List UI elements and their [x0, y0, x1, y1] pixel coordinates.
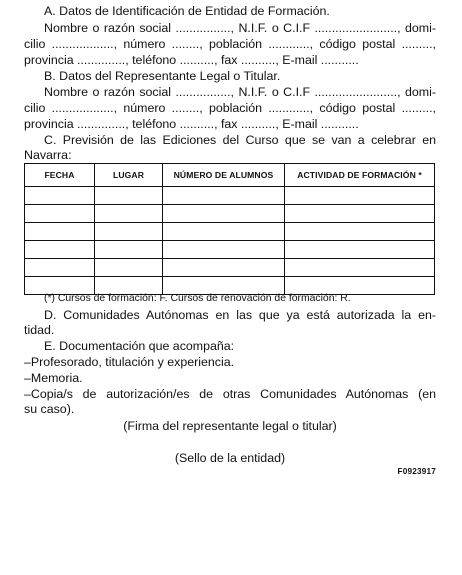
section-c-line-1: C. Previsión de las Ediciones del Curso que se van a celebrar en	[44, 133, 436, 147]
section-a-line-3: provincia .............., teléfono .........., fax .........., E-mail ...........	[24, 53, 359, 67]
table-cell[interactable]	[285, 259, 435, 277]
table-row	[25, 205, 435, 223]
table-cell[interactable]	[163, 259, 285, 277]
table-footnote: (*) Cursos de formación: F. Cursos de renovación de formación: R.	[44, 293, 351, 304]
section-a-heading: A. Datos de Identificación de Entidad de Formación.	[44, 4, 330, 18]
section-b-line-3: provincia .............., teléfono .........., fax .........., E-mail ...........	[24, 117, 359, 131]
table-cell[interactable]	[285, 241, 435, 259]
section-d-line-1: D. Comunidades Autónomas en las que ya está autorizada la en-	[44, 308, 436, 322]
header-fecha: FECHA	[25, 164, 95, 187]
section-e-item-3-line-1: –Copia/s de autorización/es de otras Comunidades Autónomas (en	[24, 387, 436, 401]
table-row	[25, 241, 435, 259]
table-cell[interactable]	[95, 277, 163, 295]
table-cell[interactable]	[25, 187, 95, 205]
section-e-item-1: –Profesorado, titulación y experiencia.	[24, 355, 235, 369]
table-cell[interactable]	[285, 205, 435, 223]
table-row	[25, 223, 435, 241]
section-e-item-2: –Memoria.	[24, 371, 83, 385]
section-c-line-2: Navarra:	[24, 148, 72, 162]
table-cell[interactable]	[95, 223, 163, 241]
table-cell[interactable]	[163, 223, 285, 241]
table-cell[interactable]	[25, 277, 95, 295]
header-actividad-formacion: ACTIVIDAD DE FORMACIÓN *	[285, 164, 435, 187]
table-cell[interactable]	[285, 187, 435, 205]
table-row	[25, 277, 435, 295]
section-d-line-2: tidad.	[24, 323, 55, 337]
section-e-item-3-line-2: su caso).	[24, 402, 75, 416]
section-e-heading: E. Documentación que acompaña:	[44, 339, 235, 353]
seal-caption: (Sello de la entidad)	[174, 451, 286, 465]
table-row	[25, 259, 435, 277]
table-cell[interactable]	[163, 277, 285, 295]
table-cell[interactable]	[95, 187, 163, 205]
header-numero-alumnos: NÚMERO DE ALUMNOS	[163, 164, 285, 187]
table-cell[interactable]	[25, 241, 95, 259]
section-a-line-2: cilio .................., número ........, población ............, código postal .........,	[24, 37, 436, 51]
table-cell[interactable]	[163, 241, 285, 259]
signature-caption: (Firma del representante legal o titular)	[123, 419, 337, 433]
table-cell[interactable]	[95, 241, 163, 259]
table-cell[interactable]	[25, 205, 95, 223]
document-code: F0923917	[397, 467, 436, 476]
table-header-row	[25, 164, 435, 187]
table-cell[interactable]	[285, 277, 435, 295]
editions-table	[24, 163, 435, 295]
table-cell[interactable]	[95, 259, 163, 277]
table-row	[25, 187, 435, 205]
table-cell[interactable]	[95, 205, 163, 223]
section-b-heading: B. Datos del Representante Legal o Titular.	[44, 69, 281, 83]
section-b-line-2: cilio .................., número ........, población ............, código postal .........,	[24, 101, 436, 115]
header-lugar: LUGAR	[95, 164, 163, 187]
table-cell[interactable]	[163, 187, 285, 205]
section-a-line-1: Nombre o razón social ................, N.I.F. o C.I.F ........................, domi-	[44, 21, 436, 35]
table-cell[interactable]	[25, 223, 95, 241]
table-cell[interactable]	[163, 205, 285, 223]
section-b-line-1: Nombre o razón social ................, N.I.F. o C.I.F ........................, domi-	[44, 85, 436, 99]
table-cell[interactable]	[285, 223, 435, 241]
table-cell[interactable]	[25, 259, 95, 277]
